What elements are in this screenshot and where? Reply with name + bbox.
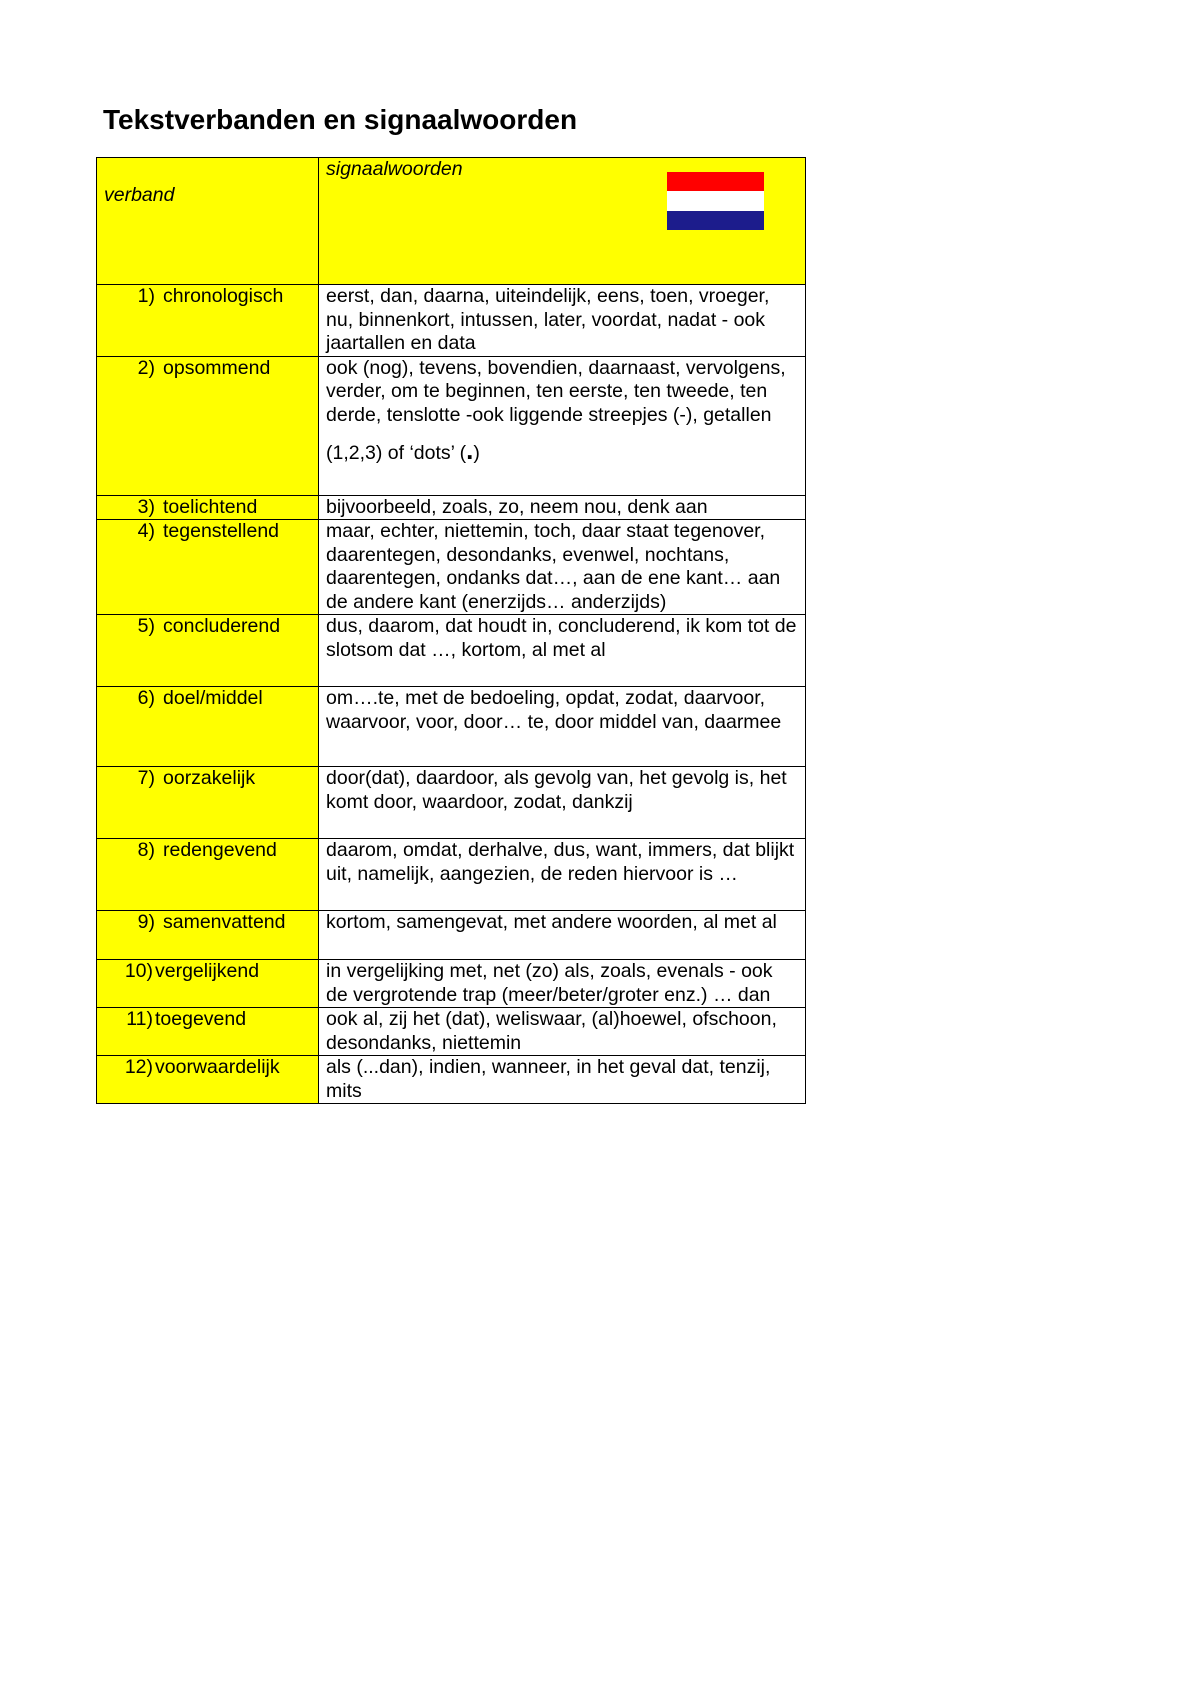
flag-stripe-white	[667, 191, 764, 210]
relation-label: 12) voorwaardelijk	[124, 1056, 280, 1078]
relation-label: 3) toelichtend	[137, 495, 258, 518]
header-verband: verband	[97, 158, 319, 285]
signal-words: in vergelijking met, net (zo) als, zoals, evenals - ook de vergrotende trap (meer/beter/groter enz.) … dan	[319, 960, 806, 1008]
table-row	[97, 1008, 806, 1056]
flag-stripe-red	[667, 172, 764, 191]
signal-words: als (...dan), indien, wanneer, in het geval dat, tenzij, mits	[319, 1056, 806, 1104]
signal-words: ook (nog), tevens, bovendien, daarnaast, vervolgens, verder, om te beginnen, ten eerste, ten tweede, ten derde, tenslotte -ook liggende streepjes (-), getallen	[326, 356, 786, 426]
signal-words: maar, echter, niettemin, toch, daar staat tegenover, daarentegen, desondanks, evenwel, nochtans, daarentegen, ondanks dat…, aan de ene kant… aan de andere kant (enerzijds… anderzijds)	[319, 520, 806, 615]
relation-label: 1) chronologisch	[137, 285, 284, 307]
signal-words: om….te, met de bedoeling, opdat, zodat, daarvoor, waarvoor, voor, door… te, door middel van, daarmee	[319, 687, 806, 767]
table-row	[97, 520, 806, 615]
signal-words: ook al, zij het (dat), weliswaar, (al)hoewel, ofschoon, desondanks, niettemin	[319, 1008, 806, 1056]
relation-label: 8) redengevend	[137, 839, 277, 861]
table-row	[97, 356, 806, 495]
table-row	[97, 960, 806, 1008]
table-row	[97, 1056, 806, 1104]
signal-words: eerst, dan, daarna, uiteindelijk, eens, toen, vroeger, nu, binnenkort, intussen, later, voordat, nadat - ook jaartallen en data	[319, 285, 806, 357]
netherlands-flag-icon	[667, 172, 764, 230]
table-row	[97, 911, 806, 960]
signal-words-cell	[319, 356, 806, 495]
signal-words: daarom, omdat, derhalve, dus, want, immers, dat blijkt uit, namelijk, aangezien, de reden hiervoor is …	[319, 839, 806, 911]
signal-words-extra: (1,2,3) of ‘dots’ (.)	[326, 435, 480, 465]
relation-label: 5) concluderend	[137, 615, 281, 637]
signal-words: bijvoorbeeld, zoals, zo, neem nou, denk aan	[319, 495, 806, 520]
signal-words: door(dat), daardoor, als gevolg van, het gevolg is, het komt door, waardoor, zodat, dankzij	[319, 767, 806, 839]
table-row	[97, 687, 806, 767]
signal-words: kortom, samengevat, met andere woorden, al met al	[319, 911, 806, 960]
header-signaalwoorden-label: signaalwoorden	[326, 158, 463, 180]
document-title: Tekstverbanden en signaalwoorden	[103, 104, 578, 135]
table-row	[97, 615, 806, 687]
table-header-row	[97, 158, 806, 285]
flag-stripe-blue	[667, 211, 764, 230]
table-row	[97, 839, 806, 911]
relation-label: 4) tegenstellend	[137, 520, 280, 542]
relation-label: 2) opsommend	[137, 356, 271, 379]
relation-label: 10) vergelijkend	[124, 960, 260, 982]
relation-label: 9) samenvattend	[137, 911, 286, 933]
relation-label: 7) oorzakelijk	[137, 767, 256, 789]
table-row	[97, 767, 806, 839]
header-signaalwoorden	[319, 158, 806, 285]
signal-words: dus, daarom, dat houdt in, concluderend, ik kom tot de slotsom dat …, kortom, al met al	[319, 615, 806, 687]
relation-label: 6) doel/middel	[137, 687, 263, 709]
table-row	[97, 285, 806, 357]
table-row	[97, 495, 806, 520]
signal-words-table	[96, 157, 806, 1104]
relation-label: 11) toegevend	[126, 1008, 247, 1030]
